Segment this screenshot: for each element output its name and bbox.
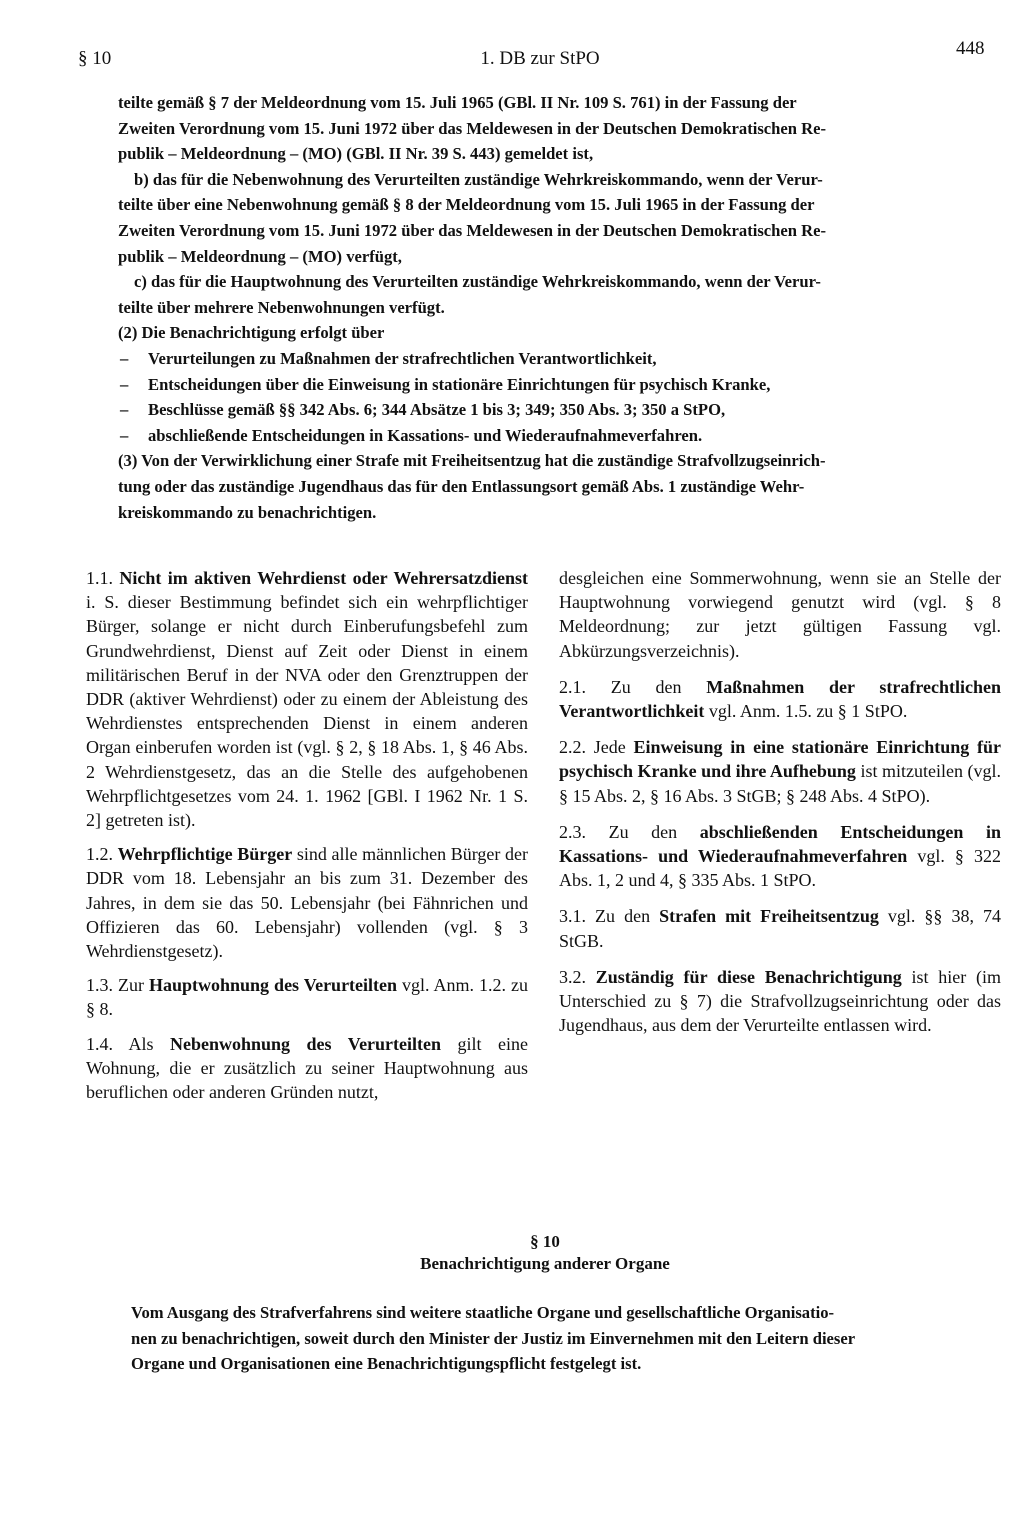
- annotation-2-1: [559, 675, 1001, 723]
- dash-list-item: [118, 346, 946, 372]
- annotation-text: vgl. Anm. 1.2. zu § 8.: [86, 975, 529, 1020]
- statute-line: kreiskommando zu benachrichtigen.: [118, 502, 377, 522]
- annotation-text: Jede: [593, 737, 626, 758]
- annotation-keyword: Nebenwohnung des Verurteilten: [170, 1033, 442, 1054]
- statute-line: tung oder das zuständige Jugendhaus das für den Entlassungsort gemäß Abs. 1 zuständige Wehr-: [118, 476, 805, 496]
- annotation-number: 1.4.: [86, 1033, 113, 1054]
- annotation-3-1: [559, 904, 1001, 952]
- statute-line: publik – Meldeordnung – (MO) verfügt,: [118, 246, 402, 266]
- annotation-text: vgl. § 322 Abs. 1, 2 und 4, § 335 Abs. 1 StPO.: [559, 846, 1001, 891]
- annotation-text: Zu den: [608, 821, 678, 842]
- statute-line: Zweiten Verordnung vom 15. Juni 1972 über das Meldewesen in der Deutschen Demokratischen Re-: [118, 118, 827, 138]
- section-body-line: Vom Ausgang des Strafverfahrens sind weitere staatliche Organe und gesellschaftliche Organisatio-: [131, 1303, 835, 1322]
- statute-line: c) das für die Hauptwohnung des Verurteilten zuständige Wehrkreiskommando, wenn der Verur-: [134, 272, 821, 292]
- section-body-line: Organe und Organisationen eine Benachrichtigungspflicht festgelegt ist.: [131, 1354, 642, 1374]
- annotation-2-2: [559, 735, 1001, 808]
- annotation-3-2: [559, 965, 1001, 1038]
- dash-list-item: [118, 372, 946, 398]
- section-symbol: § 10: [530, 1232, 560, 1251]
- dash-item-text: Verurteilungen zu Maßnahmen der strafrechtlichen Verantwortlichkeit,: [148, 348, 657, 368]
- annotation-1-4: [86, 1032, 528, 1105]
- annotation-keyword: Maßnahmen der strafrechtlichen Verantwortlichkeit: [559, 676, 1002, 722]
- dash-marker: –: [120, 348, 129, 368]
- annotation-number: 2.3.: [559, 821, 586, 842]
- running-head-title: 1. DB zur StPO: [480, 48, 600, 69]
- annotation-text: vgl. §§ 38, 74 StGB.: [559, 906, 1002, 951]
- dash-list-item: [118, 397, 946, 423]
- annotation-keyword: Wehrpflichtige Bürger: [117, 844, 293, 865]
- dash-marker: –: [120, 374, 129, 394]
- annotation-keyword: Nicht im aktiven Wehrdienst oder Wehrersatzdienst: [119, 568, 528, 588]
- statute-line: b) das für die Nebenwohnung des Verurteilten zuständige Wehrkreiskommando, wenn der Verur-: [134, 169, 823, 189]
- annotation-text: gilt eine Wohnung, die er zusätzlich zu seiner Hauptwohnung aus beruflichen oder anderen Gründen nutzt,: [86, 1033, 529, 1103]
- dash-marker: –: [120, 425, 129, 445]
- annotation-keyword: abschließenden Entscheidungen in Kassations- und Wiederaufnahmeverfahren: [559, 821, 1002, 867]
- page-number: 448: [956, 38, 985, 59]
- annotation-text: ist hier (im Unterschied zu § 7) die Strafvollzugseinrichtung oder das Jugendhaus, aus dem der Verurteilte entlassen wird.: [559, 966, 1002, 1036]
- annotation-1-1: [86, 566, 528, 832]
- statute-line: teilte gemäß § 7 der Meldeordnung vom 15. Juli 1965 (GBl. II Nr. 109 S. 761) in der Fassung der: [118, 93, 797, 112]
- annotation-column-left: [86, 566, 528, 1114]
- annotation-keyword: Einweisung in eine stationäre Einrichtung für psychisch Kranke und ihre Aufhebung: [559, 737, 1002, 782]
- section-body-line: nen zu benachrichtigen, soweit durch den Minister der Justiz im Einvernehmen mit den Leitern dieser: [131, 1328, 856, 1348]
- annotation-text: sind alle männlichen Bürger der DDR vom 18. Lebensjahr an bis zum 31. Dezember des Jahres, in dem sie das 50. Lebensjahr (bei Fähnrichen und Offizieren das 60. Lebensjahr) vollenden (vgl. § 3 Wehrdienstgesetz).: [86, 844, 529, 962]
- annotation-1-3: [86, 973, 528, 1021]
- annotation-2-3: [559, 820, 1001, 893]
- statute-line: teilte über mehrere Nebenwohnungen verfügt.: [118, 297, 445, 317]
- annotation-number: 2.1.: [559, 676, 586, 697]
- statute-line: (2) Die Benachrichtigung erfolgt über: [118, 323, 385, 343]
- annotation-number: 2.2.: [559, 737, 586, 758]
- annotation-number: 3.1.: [559, 906, 586, 927]
- statute-line: publik – Meldeordnung – (MO) (GBl. II Nr. 39 S. 443) gemeldet ist,: [118, 144, 594, 164]
- dash-marker: –: [120, 400, 129, 420]
- dash-item-text: Entscheidungen über die Einweisung in stationäre Einrichtungen für psychisch Kranke,: [148, 374, 771, 394]
- annotation-keyword: Hauptwohnung des Verurteilten: [149, 975, 398, 996]
- annotation-keyword: Strafen mit Freiheitsentzug: [659, 906, 879, 927]
- annotation-text: i. S. dieser Bestimmung befindet sich ein wehrpflichtiger Bürger, solange er nicht durch Einberufungsbefehl zum Grundwehrdienst, Dienst auf Zeit oder Dienst in einem militärischen Beruf in der NVA oder den Grenztruppen der DDR (aktiver Wehrdienst) oder zu einem der Ableistung des Wehrdienstes entsprechenden Dienst in einem anderen Organ einberufen worden ist (vgl. § 2, § 18 Abs. 1, § 46 Abs. 2 Wehrdienstgesetz, das an die Stelle des aufgehobenen Wehrpflichtgesetzes vom 24. 1. 1962 [GBl. I 1962 Nr. 1 S. 2] getreten ist).: [86, 592, 528, 831]
- annotation-text: Zu den: [595, 906, 651, 927]
- dash-item-text: Beschlüsse gemäß §§ 342 Abs. 6; 344 Absätze 1 bis 3; 349; 350 Abs. 3; 350 a StPO,: [148, 400, 726, 420]
- annotation-number: 3.2.: [559, 966, 586, 987]
- running-head-section: § 10: [78, 48, 112, 69]
- annotation-1-4-continued: desgleichen eine Sommerwohnung, wenn sie an Stelle der Hauptwohnung vorwiegend genutzt wird (vgl. § 8 Meldeordnung; zur jetzt gültigen Fassung vgl. Abkürzungsverzeichnis).: [559, 568, 1001, 661]
- dash-item-text: abschließende Entscheidungen in Kassations- und Wiederaufnahmeverfahren.: [148, 425, 703, 445]
- annotation-keyword: Zuständig für diese Benachrichtigung: [595, 966, 902, 987]
- statute-line: (3) Von der Verwirklichung einer Strafe mit Freiheitsentzug hat die zuständige Strafvollzugseinrich-: [118, 451, 826, 471]
- annotation-number: 1.3.: [86, 975, 113, 996]
- annotation-1-2: [86, 842, 528, 963]
- annotation-number: 1.1.: [86, 568, 113, 588]
- dash-list-item: [118, 423, 946, 449]
- statute-line: Zweiten Verordnung vom 15. Juni 1972 über das Meldewesen in der Deutschen Demokratischen Re-: [118, 220, 827, 240]
- annotation-column-right: [559, 566, 1001, 1049]
- statute-line: teilte über eine Nebenwohnung gemäß § 8 der Meldeordnung vom 15. Juli 1965 in der Fassung der: [118, 195, 815, 215]
- annotation-text: Als: [128, 1033, 154, 1054]
- annotation-text: Zu den: [610, 676, 682, 697]
- section-title: Benachrichtigung anderer Organe: [420, 1254, 670, 1273]
- annotation-text: vgl. Anm. 1.5. zu § 1 StPO.: [708, 701, 908, 722]
- section-body-text: [131, 1300, 961, 1377]
- annotation-text: ist mitzuteilen (vgl. § 15 Abs. 2, § 16 Abs. 3 StGB; § 248 Abs. 4 StPO).: [559, 761, 1002, 806]
- annotation-number: 1.2.: [86, 844, 113, 865]
- annotation-text: Zur: [118, 975, 144, 996]
- statute-text-block: [118, 90, 946, 525]
